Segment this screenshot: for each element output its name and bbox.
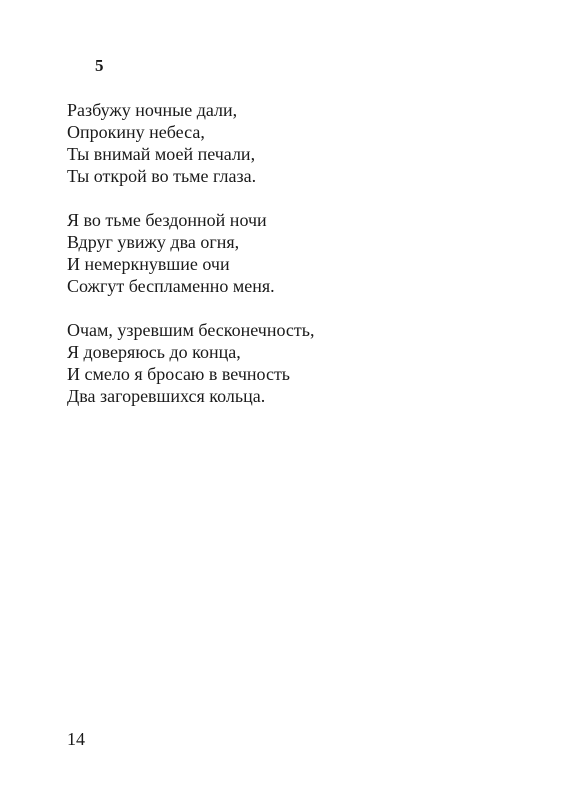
poem-body — [67, 99, 507, 429]
stanza-3 — [67, 319, 507, 407]
poem-line: Разбужу ночные дали, — [67, 100, 238, 120]
poem-line: Я доверяюсь до конца, — [67, 342, 241, 362]
poem-line: Опрокину небеса, — [67, 122, 205, 142]
page-number: 14 — [67, 729, 85, 749]
poem-line: Ты открой во тьме глаза. — [67, 166, 257, 186]
poem-line: И немеркнувшие очи — [67, 254, 230, 274]
poem-number: 5 — [95, 56, 104, 75]
stanza-2 — [67, 209, 507, 297]
poem-line: Ты внимай моей печали, — [67, 144, 256, 164]
poem-line: Вдруг увижу два огня, — [67, 232, 240, 252]
poem-line: Два загоревшихся кольца. — [67, 386, 266, 406]
poem-line: Сожгут беспламенно меня. — [67, 276, 275, 296]
poem-line: Я во тьме бездонной ночи — [67, 210, 267, 230]
poem-line: И смело я бросаю в вечность — [67, 364, 291, 384]
stanza-1 — [67, 99, 507, 187]
poem-line: Очам, узревшим бесконечность, — [67, 320, 315, 340]
